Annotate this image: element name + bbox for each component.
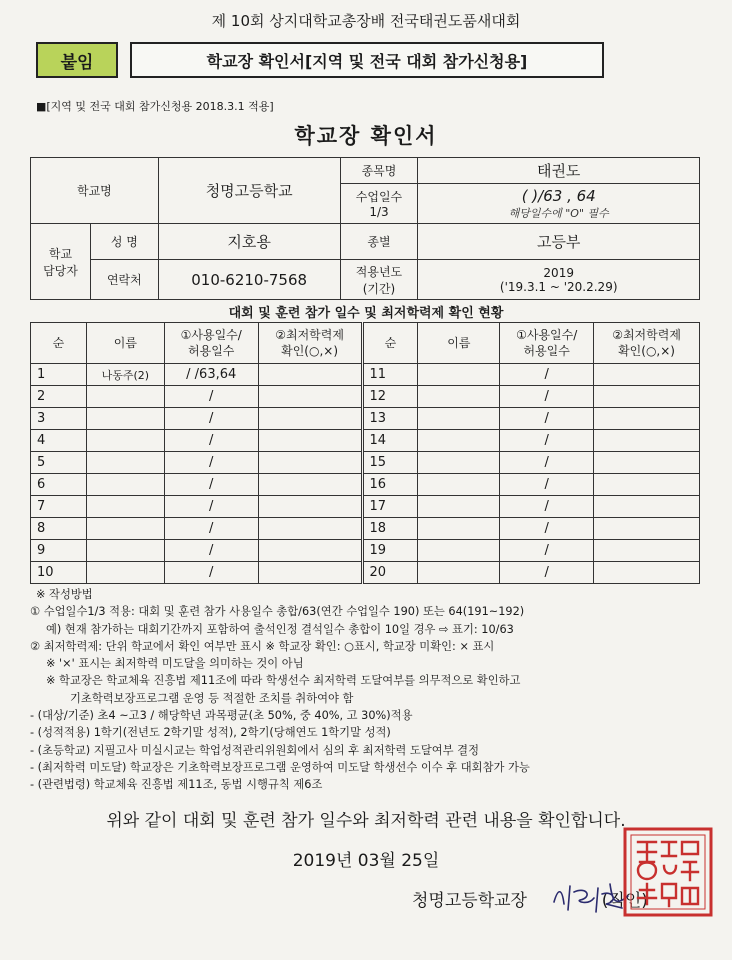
row-check-right <box>594 474 700 496</box>
table-row <box>31 562 700 584</box>
form-subtitle: 학교장 확인서[지역 및 전국 대회 참가신청용] <box>130 42 604 78</box>
note-item: 예) 현재 참가하는 대회기간까지 포함하여 출석인정 결석일수 총합이 10일 경우 ⇨ 표기: 10/63 <box>46 622 514 636</box>
year-value <box>418 260 700 300</box>
row-check-right <box>594 452 700 474</box>
participation-status-table <box>30 322 700 584</box>
row-days: / <box>164 518 258 540</box>
row-check <box>258 408 362 430</box>
row-check-right <box>594 430 700 452</box>
row-name-right <box>418 430 500 452</box>
row-days-right: / <box>500 496 594 518</box>
row-days: / /63,64 <box>164 364 258 386</box>
row-name-right <box>418 518 500 540</box>
table-row <box>31 386 700 408</box>
confirmation-date: 2019년 03월 25일 <box>292 851 440 871</box>
col-min-line2: 확인(○,×) <box>281 344 339 358</box>
col-name: 이름 <box>86 323 164 364</box>
row-days: / <box>164 430 258 452</box>
note-item: ① 수업일수1/3 적용: 대회 및 훈련 참가 사용일수 총합/63(연간 수업일수 190) 또는 64(191~192) <box>30 605 525 619</box>
col-days-right <box>500 323 594 364</box>
note-item: - (관련법령) 학교체육 진흥법 제11조, 동법 시행규칙 제6조 <box>30 778 323 792</box>
row-no-right: 14 <box>362 430 418 452</box>
row-no-right: 15 <box>362 452 418 474</box>
row-name <box>86 474 164 496</box>
school-days-label <box>340 184 418 224</box>
note-heading: ※ 작성방법 <box>36 588 93 601</box>
row-no: 9 <box>31 540 87 562</box>
row-name <box>86 562 164 584</box>
row-days-right: / <box>500 518 594 540</box>
row-name <box>86 408 164 430</box>
row-check <box>258 452 362 474</box>
col-min-right-line2: 확인(○,×) <box>618 344 675 358</box>
row-days-right: / <box>500 408 594 430</box>
table-row <box>31 364 700 386</box>
table-row <box>31 430 700 452</box>
row-days: / <box>164 408 258 430</box>
row-name-right <box>418 562 500 584</box>
row-no: 7 <box>31 496 87 518</box>
school-days-fraction: ( )/63 , 64 <box>521 186 596 205</box>
event-value: 태권도 <box>418 158 700 184</box>
row-name <box>86 496 164 518</box>
row-check-right <box>594 562 700 584</box>
manager-label <box>31 224 91 300</box>
year-label-line1: 적용년도 <box>355 264 403 279</box>
note-item: ② 최저학력제: 단위 학교에서 확인 여부만 표시 ※ 학교장 확인: ○표시, 학교장 미확인: × 표시 <box>30 639 495 653</box>
row-no: 6 <box>31 474 87 496</box>
event-label: 종목명 <box>340 158 418 184</box>
note-item: - (대상/기준) 초4 ~고3 / 해당학년 과목평균(초 50%, 중 40%, 고 30%)적용 <box>30 709 413 723</box>
row-no-right: 12 <box>362 386 418 408</box>
row-check-right <box>594 364 700 386</box>
row-days: / <box>164 386 258 408</box>
row-name-right <box>418 496 500 518</box>
row-no-right: 11 <box>362 364 418 386</box>
event-title: 제 10회 상지대학교총장배 전국태권도품새대회 <box>211 12 521 30</box>
school-days-label-line2: 1/3 <box>369 205 389 219</box>
row-name <box>86 430 164 452</box>
row-days: / <box>164 562 258 584</box>
row-no-right: 19 <box>362 540 418 562</box>
row-no-right: 17 <box>362 496 418 518</box>
row-check-right <box>594 518 700 540</box>
form-note: ■[지역 및 전국 대회 참가신청용 2018.3.1 적용] <box>36 100 274 113</box>
row-days: / <box>164 540 258 562</box>
table-row <box>31 518 700 540</box>
row-name-right <box>418 364 500 386</box>
status-header-row <box>31 323 700 364</box>
row-no-right: 20 <box>362 562 418 584</box>
row-no: 3 <box>31 408 87 430</box>
category-value: 고등부 <box>418 224 700 260</box>
row-name-right <box>418 408 500 430</box>
note-item: ※ 학교장은 학교체육 진흥법 제11조에 따라 학생선수 최저학력 도달여부를 의무적으로 확인하고 <box>46 674 521 688</box>
col-days-right-line2: 허용일수 <box>523 344 570 358</box>
col-min-academic <box>258 323 362 364</box>
confirmation-statement: 위와 같이 대회 및 훈련 참가 일수와 최저학력 관련 내용을 확인합니다. <box>106 811 626 831</box>
row-name-right <box>418 474 500 496</box>
row-name-right <box>418 452 500 474</box>
col-days-right-line1: ①사용일수/ <box>516 328 578 342</box>
row-name <box>86 452 164 474</box>
row-name-right <box>418 386 500 408</box>
school-info-table <box>30 157 700 300</box>
row-check <box>258 364 362 386</box>
note-item: - (초등학교) 지필고사 미실시교는 학업성적관리위원회에서 심의 후 최저학력 도달여부 결정 <box>30 743 479 757</box>
row-check <box>258 518 362 540</box>
row-check-right <box>594 496 700 518</box>
table-row <box>31 540 700 562</box>
col-no: 순 <box>31 323 87 364</box>
col-min-academic-right <box>594 323 700 364</box>
row-check <box>258 474 362 496</box>
row-check-right <box>594 540 700 562</box>
row-days: / <box>164 474 258 496</box>
manager-label-line2: 담당자 <box>43 263 78 278</box>
row-no-right: 16 <box>362 474 418 496</box>
col-no-right: 순 <box>362 323 418 364</box>
writing-instructions <box>30 586 710 794</box>
table-row <box>31 452 700 474</box>
row-days: / <box>164 496 258 518</box>
year-label-line2: (기간) <box>362 281 396 296</box>
row-no: 5 <box>31 452 87 474</box>
row-days-right: / <box>500 540 594 562</box>
row-check <box>258 386 362 408</box>
row-name <box>86 540 164 562</box>
row-no: 1 <box>31 364 87 386</box>
row-no-right: 13 <box>362 408 418 430</box>
table-row <box>31 474 700 496</box>
row-check <box>258 430 362 452</box>
row-name: 나동주(2) <box>86 364 164 386</box>
row-no: 8 <box>31 518 87 540</box>
table-row <box>31 496 700 518</box>
col-days-line1: ①사용일수/ <box>180 328 242 342</box>
school-days-value <box>418 184 700 224</box>
manager-name-value: 지호용 <box>158 224 340 260</box>
col-min-right-line1: ②최저학력제 <box>612 328 681 342</box>
row-days-right: / <box>500 364 594 386</box>
row-days-right: / <box>500 562 594 584</box>
row-check <box>258 496 362 518</box>
col-days <box>164 323 258 364</box>
row-name-right <box>418 540 500 562</box>
manager-name-label: 성 명 <box>90 224 158 260</box>
category-label: 종별 <box>340 224 418 260</box>
school-days-note: 해당일수에 "O" 필수 <box>508 206 609 220</box>
school-days-label-line1: 수업일수 <box>355 190 403 204</box>
row-no-right: 18 <box>362 518 418 540</box>
col-name-right: 이름 <box>418 323 500 364</box>
section-title: 대회 및 훈련 참가 일수 및 최저학력제 확인 현황 <box>228 306 504 321</box>
school-seal-stamp <box>622 826 714 918</box>
row-days-right: / <box>500 430 594 452</box>
col-days-line2: 허용일수 <box>188 344 235 358</box>
row-days-right: / <box>500 386 594 408</box>
row-check <box>258 540 362 562</box>
row-check <box>258 562 362 584</box>
col-min-line1: ②최저학력제 <box>275 328 344 342</box>
year-value-period: ('19.3.1 ~ '20.2.29) <box>499 279 618 294</box>
row-days-right: / <box>500 474 594 496</box>
row-name <box>86 386 164 408</box>
row-days-right: / <box>500 452 594 474</box>
row-name <box>86 518 164 540</box>
manager-label-line1: 학교 <box>48 246 73 261</box>
note-item: - (성적적용) 1학기(전년도 2학기말 성적), 2학기(당해연도 1학기말 성적) <box>30 726 391 740</box>
document-title: 학교장 확인서 <box>294 124 438 148</box>
contact-value: 010-6210-7568 <box>158 260 340 300</box>
school-name-value: 청명고등학교 <box>158 158 340 224</box>
row-no: 10 <box>31 562 87 584</box>
year-value-year: 2019 <box>543 265 574 280</box>
note-item: ※ '×' 표시는 최저학력 미도달을 의미하는 것이 아님 <box>46 657 304 671</box>
contact-label: 연락처 <box>90 260 158 300</box>
school-name-label: 학교명 <box>31 158 159 224</box>
row-check-right <box>594 408 700 430</box>
year-label <box>340 260 418 300</box>
table-row <box>31 408 700 430</box>
row-no: 2 <box>31 386 87 408</box>
row-check-right <box>594 386 700 408</box>
row-no: 4 <box>31 430 87 452</box>
note-item: - (최저학력 미도달) 학교장은 기초학력보장프로그램 운영하여 미도달 학생선수 이수 후 대회참가 가능 <box>30 760 530 774</box>
seal-suffix: (직인) <box>601 891 648 911</box>
principal-title: 청명고등학교장 <box>412 891 527 911</box>
attachment-tag: 붙임 <box>36 42 118 78</box>
row-days: / <box>164 452 258 474</box>
note-item: 기초학력보장프로그램 운영 등 적절한 조치를 취하여야 함 <box>70 691 354 705</box>
